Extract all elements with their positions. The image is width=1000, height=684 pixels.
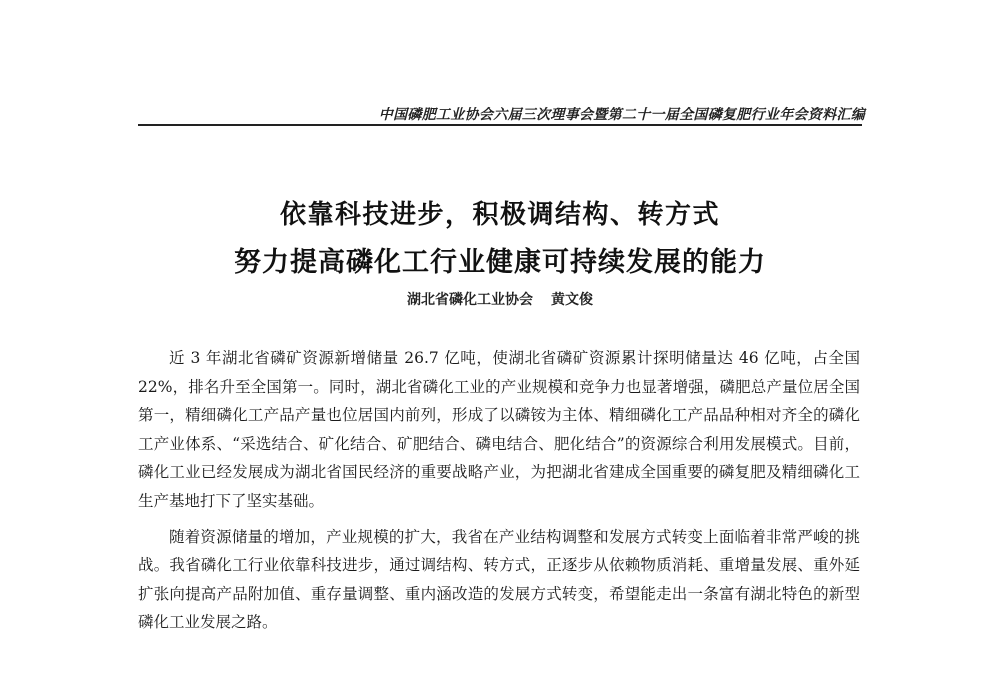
article-title-line-2: 努力提高磷化工行业健康可持续发展的能力 [234, 247, 766, 278]
byline [138, 289, 862, 309]
article-title-line-1: 依靠科技进步，积极调结构、转方式 [279, 200, 720, 230]
body-paragraph: 随着资源储量的增加，产业规模的扩大，我省在产业结构调整和发展方式转变上面临着非常严峻的挑战。我省磷化工行业依靠科技进步，通过调结构、转方式，正逐步从依赖物质消耗、重增量发展、重外延扩张向提高产品附加值、重存量调整、重内涵改造的发展方式转变，希望能走出一条富有湖北特色的新型磷化工业发展之路。 [138, 527, 860, 632]
author-organization: 湖北省磷化工业协会 [407, 292, 533, 308]
article-body [138, 344, 860, 644]
running-header: 中国磷肥工业协会六届三次理事会暨第二十一届全国磷复肥行业年会资料汇编 [378, 107, 865, 123]
body-paragraph: 近 3 年湖北省磷矿资源新增储量 26.7 亿吨，使湖北省磷矿资源累计探明储量达 46 亿吨，占全国 22%，排名升至全国第一。同时，湖北省磷化工业的产业规模和竞争力也显著增强，磷肥总产量位居全国第一，精细磷化工产品产量也位居国内前列，形成了以磷铵为主体、精细磷化工产品品种相对齐全的磷化工产业体系、“采选结合、矿化结合、矿肥结合、磷电结合、肥化结合”的资源综合利用发展模式。目前，磷化工业已经发展成为湖北省国民经济的重要战略产业，为把湖北省建成全国重要的磷复肥及精细磷化工生产基地打下了坚实基础。 [138, 349, 860, 510]
header-rule [138, 124, 862, 126]
author-name: 黄文俊 [551, 292, 593, 308]
